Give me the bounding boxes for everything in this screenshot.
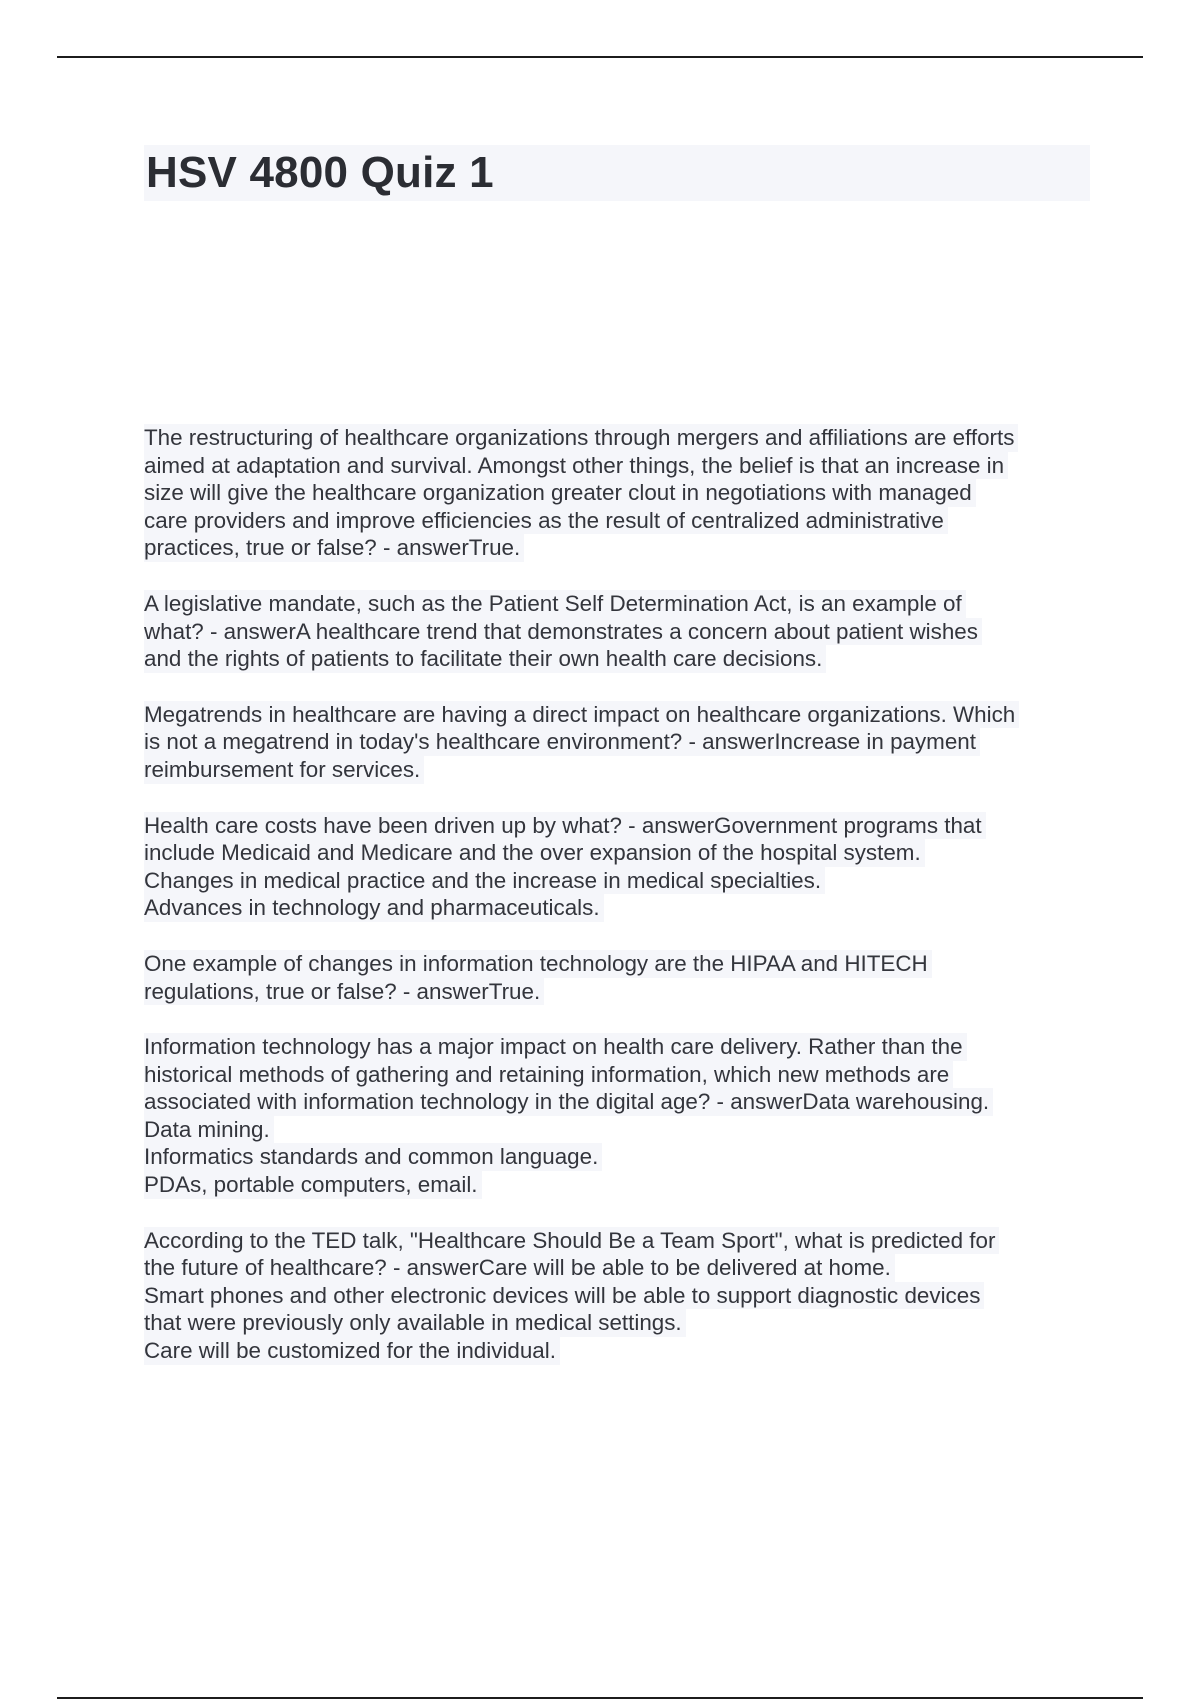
question-block [144, 590, 1094, 673]
question-text-line: According to the TED talk, "Healthcare Should Be a Team Sport", what is predicted for [144, 1227, 999, 1255]
question-text-line: Data mining. [144, 1116, 274, 1144]
page-title: HSV 4800 Quiz 1 [146, 148, 494, 197]
question-text-line: Information technology has a major impact on health care delivery. Rather than the [144, 1033, 967, 1061]
question-text-line: and the rights of patients to facilitate their own health care decisions. [144, 645, 826, 673]
question-text-line: include Medicaid and Medicare and the over expansion of the hospital system. [144, 839, 925, 867]
question-text-line: The restructuring of healthcare organizations through mergers and affiliations are efforts [144, 424, 1018, 452]
question-block [144, 1227, 1094, 1365]
top-rule [57, 56, 1143, 58]
question-text-line: the future of healthcare? - answerCare will be able to be delivered at home. [144, 1254, 895, 1282]
question-text-line: reimbursement for services. [144, 756, 424, 784]
question-text-line: PDAs, portable computers, email. [144, 1171, 482, 1199]
question-text-line: Health care costs have been driven up by what? - answerGovernment programs that [144, 812, 986, 840]
question-text-line: One example of changes in information technology are the HIPAA and HITECH [144, 950, 932, 978]
question-text-line: Smart phones and other electronic devices will be able to support diagnostic devices [144, 1282, 984, 1310]
question-text-line: what? - answerA healthcare trend that demonstrates a concern about patient wishes [144, 618, 982, 646]
question-text-line: Care will be customized for the individual. [144, 1337, 560, 1365]
question-block [144, 1033, 1094, 1199]
question-text-line: is not a megatrend in today's healthcare environment? - answerIncrease in payment [144, 728, 980, 756]
question-text-line: Advances in technology and pharmaceuticals. [144, 894, 604, 922]
question-text-line: associated with information technology in the digital age? - answerData warehousing. [144, 1088, 993, 1116]
question-text-line: care providers and improve efficiencies as the result of centralized administrative [144, 507, 948, 535]
question-text-line: historical methods of gathering and retaining information, which new methods are [144, 1061, 953, 1089]
question-block [144, 950, 1094, 1005]
question-text-line: A legislative mandate, such as the Patient Self Determination Act, is an example of [144, 590, 966, 618]
bottom-rule [57, 1697, 1143, 1699]
question-text-line: aimed at adaptation and survival. Amongst other things, the belief is that an increase in [144, 452, 1008, 480]
question-text-line: practices, true or false? - answerTrue. [144, 534, 524, 562]
question-text-line: Changes in medical practice and the increase in medical specialties. [144, 867, 825, 895]
question-block [144, 812, 1094, 922]
question-text-line: size will give the healthcare organization greater clout in negotiations with managed [144, 479, 976, 507]
question-text-line: Megatrends in healthcare are having a direct impact on healthcare organizations. Which [144, 701, 1019, 729]
question-text-line: Informatics standards and common language. [144, 1143, 602, 1171]
question-text-line: regulations, true or false? - answerTrue. [144, 978, 544, 1006]
question-block [144, 424, 1094, 562]
question-text-line: that were previously only available in medical settings. [144, 1309, 686, 1337]
question-block [144, 701, 1094, 784]
question-list [144, 424, 1094, 1393]
